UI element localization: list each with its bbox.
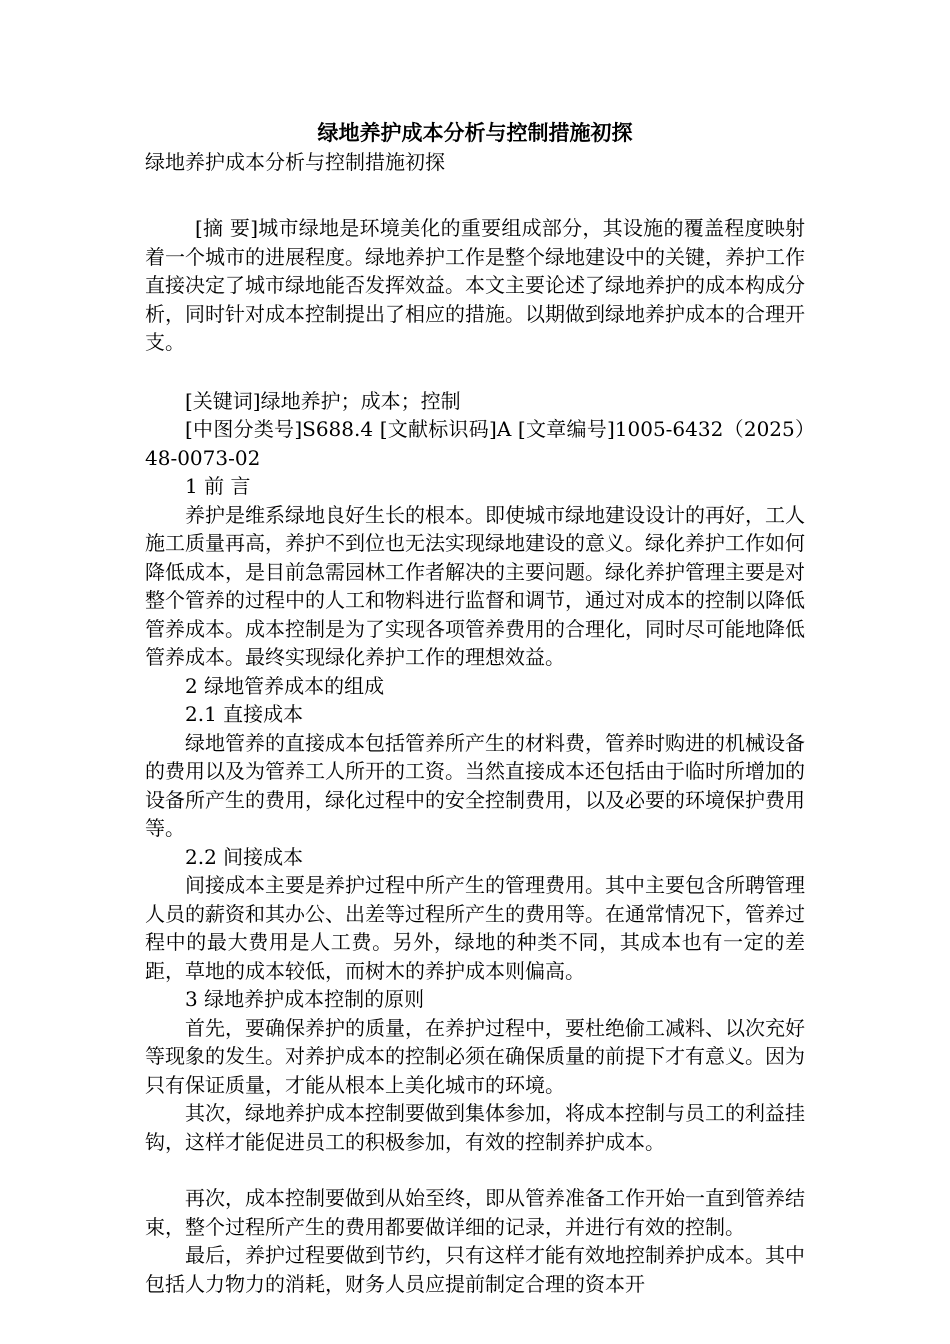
section-1-heading: 1 前 言 <box>185 474 251 498</box>
section-2-2-heading: 2.2 间接成本 <box>185 844 304 869</box>
section-3-paragraph-4: 最后，养护过程要做到节约，只有这样才能有效地控制养护成本。其中包括人力物力的消耗，财务人员应提前制定合理的资本开 <box>145 1243 805 1296</box>
classification-line: [中图分类号]S688.4 [文献标识码]A [文章编号]1005-6432（2025）48-0073-02 <box>145 417 805 470</box>
document-title: 绿地养护成本分析与控制措施初探 <box>317 120 633 145</box>
section-2-1-paragraph: 绿地管养的直接成本包括管养所产生的材料费，管养时购进的机械设备的费用以及为管养工人所开的工资。当然直接成本还包括由于临时所增加的设备所产生的费用，绿化过程中的安全控制费用，以及必要的环境保护费用等。 <box>145 730 805 840</box>
document-subtitle: 绿地养护成本分析与控制措施初探 <box>145 150 445 174</box>
section-3-paragraph-1: 首先，要确保养护的质量，在养护过程中，要杜绝偷工减料、以次充好等现象的发生。对养护成本的控制必须在确保质量的前提下才有意义。因为只有保证质量，才能从根本上美化城市的环境。 <box>145 1015 805 1097</box>
section-2-heading: 2 绿地管养成本的组成 <box>185 673 385 698</box>
paragraph-spacer <box>145 1156 805 1184</box>
section-3-paragraph-3: 再次，成本控制要做到从始至终，即从管养准备工作开始一直到管养结束，整个过程所产生的费用都要做详细的记录，并进行有效的控制。 <box>145 1186 805 1239</box>
document-page <box>145 118 805 1298</box>
section-2-2-paragraph: 间接成本主要是养护过程中所产生的管理费用。其中主要包含所聘管理人员的薪资和其办公、出差等过程所产生的费用等。在通常情况下，管养过程中的最大费用是人工费。另外，绿地的种类不同，其成本也有一定的差距，草地的成本较低，而树木的养护成本则偏高。 <box>145 873 805 983</box>
abstract-paragraph: [摘 要]城市绿地是环境美化的重要组成部分，其设施的覆盖程度映射着一个城市的进展程度。绿地养护工作是整个绿地建设中的关键，养护工作直接决定了城市绿地能否发挥效益。本文主要论述了绿地养护的成本构成分析，同时针对成本控制提出了相应的措施。以期做到绿地养护成本的合理开支。 <box>145 216 805 354</box>
section-2-1-heading: 2.1 直接成本 <box>185 702 304 726</box>
section-3-paragraph-2: 其次，绿地养护成本控制要做到集体参加，将成本控制与员工的利益挂钩，这样才能促进员工的积极参加，有效的控制养护成本。 <box>145 1101 805 1154</box>
section-1-paragraph: 养护是维系绿地良好生长的根本。即使城市绿地建设设计的再好，工人施工质量再高，养护不到位也无法实现绿地建设的意义。绿化养护工作如何降低成本，是目前急需园林工作者解决的主要问题。绿化养护管理主要是对整个管养的过程中的人工和物料进行监督和调节，通过对成本的控制以降低管养成本。成本控制是为了实现各项管养费用的合理化，同时尽可能地降低管养成本。最终实现绿化养护工作的理想效益。 <box>145 502 805 669</box>
keywords-line: [关键词]绿地养护；成本；控制 <box>185 388 461 413</box>
section-3-heading: 3 绿地养护成本控制的原则 <box>185 987 425 1011</box>
